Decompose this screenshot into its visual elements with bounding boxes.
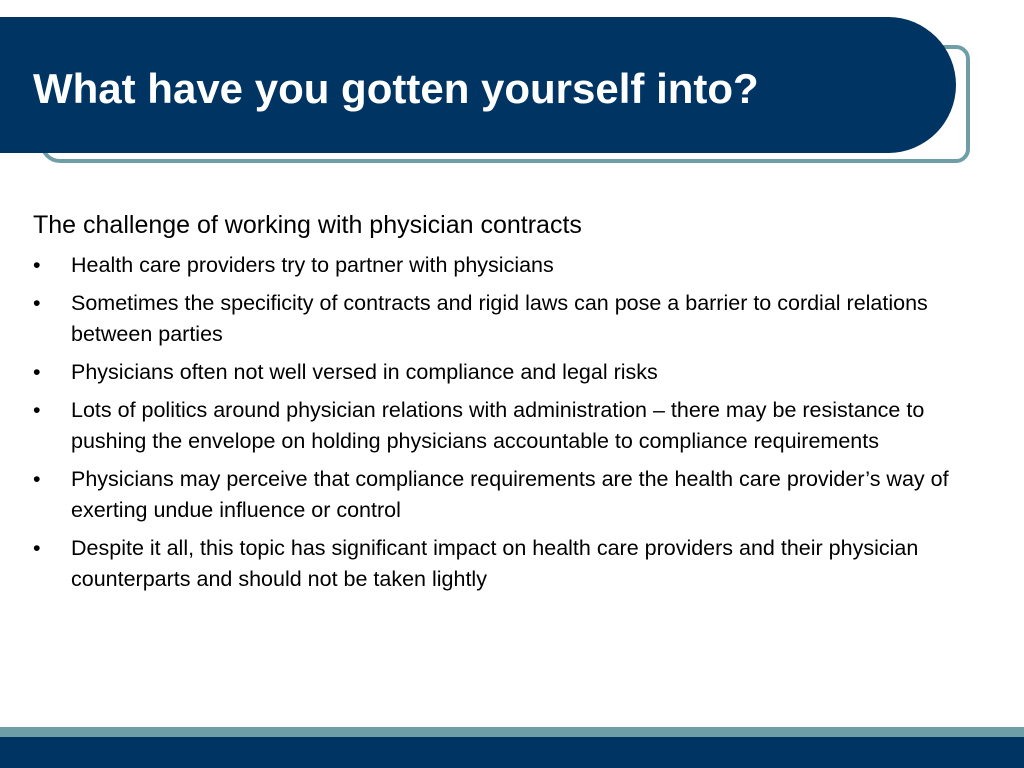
bullet-item	[33, 395, 963, 457]
bullet-icon: •	[33, 253, 41, 277]
bullet-text: Lots of politics around physician relations with administration – there may be resistance to pushing the envelope on holding physicians accountable to compliance requirements	[71, 398, 925, 453]
intro-text: The challenge of working with physician contracts	[33, 211, 582, 239]
bullet-item	[33, 250, 963, 281]
slide-body	[33, 208, 963, 602]
bullet-text: Health care providers try to partner with physicians	[71, 253, 554, 277]
bullet-item	[33, 288, 963, 350]
bullet-icon: •	[33, 467, 41, 491]
bullet-item	[33, 357, 963, 388]
bullet-item	[33, 464, 963, 526]
bullet-icon: •	[33, 398, 41, 422]
bullet-icon: •	[33, 291, 41, 315]
footer-accent-bar	[0, 727, 1024, 737]
slide-title: What have you gotten yourself into?	[33, 65, 759, 112]
bullet-text: Physicians often not well versed in compliance and legal risks	[71, 360, 658, 384]
bullet-item	[33, 533, 963, 595]
bullet-icon: •	[33, 360, 41, 384]
bullet-text: Despite it all, this topic has significant impact on health care providers and their physician counterparts and should not be taken lightly	[71, 536, 919, 591]
footer-bar	[0, 737, 1024, 768]
bullet-text: Sometimes the specificity of contracts and rigid laws can pose a barrier to cordial relations between parties	[71, 291, 928, 346]
bullet-icon: •	[33, 536, 41, 560]
bullet-text: Physicians may perceive that compliance requirements are the health care provider’s way of exerting undue influence or control	[71, 467, 949, 522]
bullet-list	[33, 250, 963, 595]
